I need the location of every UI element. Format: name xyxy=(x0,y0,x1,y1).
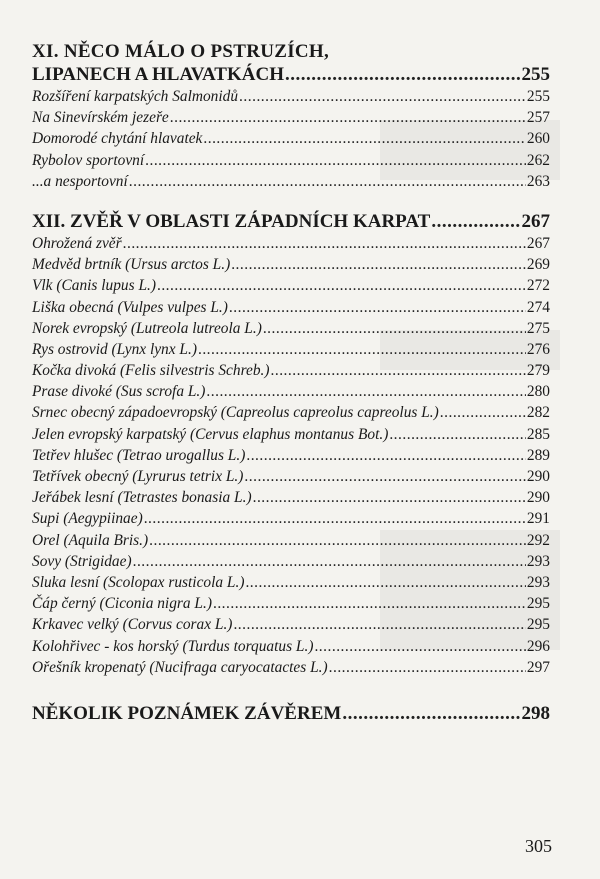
dot-leader xyxy=(145,150,526,171)
entry-page: 289 xyxy=(526,446,550,464)
entry-page: 297 xyxy=(526,658,550,676)
toc-entry[interactable] xyxy=(32,657,550,678)
entry-title: Vlk (Canis lupus L.) xyxy=(32,277,156,295)
dot-leader xyxy=(244,466,525,487)
chapter-heading-row[interactable] xyxy=(32,210,550,233)
entry-page: 274 xyxy=(526,298,550,316)
dot-leader xyxy=(253,487,526,508)
dot-leader xyxy=(129,171,526,192)
toc-entry[interactable] xyxy=(32,318,550,339)
chapter-page: 298 xyxy=(521,702,550,724)
dot-leader xyxy=(213,593,526,614)
chapter-heading xyxy=(32,40,550,63)
dot-leader xyxy=(229,297,526,318)
toc-entry[interactable] xyxy=(32,128,550,149)
chapter-heading-row[interactable] xyxy=(32,702,550,725)
toc-entry[interactable] xyxy=(32,530,550,551)
chapter-heading-row[interactable] xyxy=(32,63,550,86)
toc-entry[interactable] xyxy=(32,381,550,402)
section-xii xyxy=(32,210,550,678)
toc-entry[interactable] xyxy=(32,593,550,614)
entry-page: 269 xyxy=(526,256,550,274)
entry-page: 290 xyxy=(526,468,550,485)
entry-title: Liška obecná (Vulpes vulpes L.) xyxy=(32,298,228,316)
dot-leader xyxy=(440,402,526,423)
chapter-page: 267 xyxy=(521,210,550,232)
table-of-contents xyxy=(32,40,550,725)
entry-title: Na Sinevírském jezeře xyxy=(32,109,169,127)
entry-page: 296 xyxy=(526,637,550,655)
entry-title: Tetřívek obecný (Lyrurus tetrix L.) xyxy=(32,468,244,485)
entry-page: 257 xyxy=(526,109,550,127)
toc-entry[interactable] xyxy=(32,86,550,107)
entry-title: Jeřábek lesní (Tetrastes bonasia L.) xyxy=(32,489,252,507)
entry-title: Ořešník kropenatý (Nucifraga caryocatactes L.) xyxy=(32,658,328,676)
dot-leader xyxy=(329,657,526,678)
toc-entry[interactable] xyxy=(32,171,550,192)
entry-page: 291 xyxy=(526,510,550,528)
entry-title: ...a nesportovní xyxy=(32,172,128,190)
section-closing xyxy=(32,702,550,725)
toc-entry[interactable] xyxy=(32,445,550,466)
entry-page: 260 xyxy=(526,130,550,148)
chapter-heading-line2: LIPANECH A HLAVATKÁCH xyxy=(32,64,284,85)
toc-entry[interactable] xyxy=(32,339,550,360)
entry-page: 285 xyxy=(526,425,550,443)
section-xi xyxy=(32,40,550,192)
dot-leader xyxy=(246,445,526,466)
entry-title: Jelen evropský karpatský (Cervus elaphus montanus Bot.) xyxy=(32,425,389,443)
toc-entry[interactable] xyxy=(32,614,550,635)
dot-leader xyxy=(285,63,521,86)
dot-leader xyxy=(389,424,526,445)
entry-page: 282 xyxy=(526,404,550,422)
chapter-heading: XII. ZVĚŘ V OBLASTI ZÁPADNÍCH KARPAT xyxy=(32,210,431,232)
dot-leader xyxy=(157,275,526,296)
dot-leader xyxy=(203,128,526,149)
entry-title: Sluka lesní (Scolopax rusticola L.) xyxy=(32,573,245,591)
toc-entry[interactable] xyxy=(32,572,550,593)
toc-entry[interactable] xyxy=(32,508,550,529)
entry-page: 290 xyxy=(526,489,550,507)
dot-leader xyxy=(263,318,526,339)
toc-entry[interactable] xyxy=(32,636,550,657)
entry-page: 255 xyxy=(526,88,550,105)
toc-entry[interactable] xyxy=(32,551,550,572)
chapter-heading-line1: XI. NĚCO MÁLO O PSTRUZÍCH, xyxy=(32,41,330,62)
toc-entry[interactable] xyxy=(32,360,550,381)
entry-title: Kočka divoká (Felis silvestris Schreb.) xyxy=(32,362,270,380)
toc-entry[interactable] xyxy=(32,466,550,487)
dot-leader xyxy=(239,86,526,107)
dot-leader xyxy=(144,508,526,529)
entry-title: Norek evropský (Lutreola lutreola L.) xyxy=(32,319,262,337)
entry-title: Rozšíření karpatských Salmonidů xyxy=(32,88,239,105)
entry-page: 272 xyxy=(526,277,550,295)
toc-entry[interactable] xyxy=(32,424,550,445)
entry-title: Rys ostrovid (Lynx lynx L.) xyxy=(32,340,197,358)
toc-entry[interactable] xyxy=(32,487,550,508)
chapter-page: 255 xyxy=(521,64,550,85)
entry-title: Medvěd brtník (Ursus arctos L.) xyxy=(32,256,231,274)
dot-leader xyxy=(271,360,526,381)
entry-title: Sovy (Strigidae) xyxy=(32,552,132,570)
entry-page: 279 xyxy=(526,362,550,380)
dot-leader xyxy=(233,614,525,635)
entry-page: 295 xyxy=(526,595,550,613)
toc-entry[interactable] xyxy=(32,233,550,254)
entry-title: Orel (Aquila Bris.) xyxy=(32,531,149,549)
entry-page: 267 xyxy=(526,234,550,252)
entry-title: Ohrožená zvěř xyxy=(32,234,122,252)
dot-leader xyxy=(170,107,526,128)
entry-title: Tetřev hlušec (Tetrao urogallus L.) xyxy=(32,446,246,464)
entry-title: Prase divoké (Sus scrofa L.) xyxy=(32,383,206,401)
dot-leader xyxy=(342,702,520,725)
entry-page: 292 xyxy=(526,531,550,549)
toc-entry[interactable] xyxy=(32,150,550,171)
dot-leader xyxy=(206,381,526,402)
entry-page: 293 xyxy=(526,573,550,591)
entry-title: Domorodé chytání hlavatek xyxy=(32,130,203,148)
toc-entry[interactable] xyxy=(32,297,550,318)
dot-leader xyxy=(133,551,526,572)
entry-page: 293 xyxy=(526,552,550,570)
dot-leader xyxy=(149,530,526,551)
entry-page: 280 xyxy=(526,383,550,401)
dot-leader xyxy=(198,339,526,360)
dot-leader xyxy=(245,572,525,593)
dot-leader xyxy=(123,233,526,254)
entry-title: Supi (Aegypiinae) xyxy=(32,510,143,528)
dot-leader xyxy=(231,254,526,275)
page-number: 305 xyxy=(525,836,552,856)
entry-title: Srnec obecný západoevropský (Capreolus capreolus capreolus L.) xyxy=(32,404,439,422)
dot-leader xyxy=(431,210,520,233)
entry-page: 263 xyxy=(526,172,550,190)
chapter-heading: NĚKOLIK POZNÁMEK ZÁVĚREM xyxy=(32,702,342,724)
entry-page: 262 xyxy=(526,151,550,169)
entry-page: 276 xyxy=(526,340,550,358)
entry-title: Čáp černý (Ciconia nigra L.) xyxy=(32,595,212,613)
entry-title: Kolohřivec - kos horský (Turdus torquatus L.) xyxy=(32,637,314,655)
entry-title: Rybolov sportovní xyxy=(32,151,145,169)
dot-leader xyxy=(314,636,525,657)
entry-title: Krkavec velký (Corvus corax L.) xyxy=(32,616,233,634)
toc-entry[interactable] xyxy=(32,254,550,275)
toc-entry[interactable] xyxy=(32,107,550,128)
toc-entry[interactable] xyxy=(32,402,550,423)
toc-entry[interactable] xyxy=(32,275,550,296)
entry-page: 275 xyxy=(526,319,550,337)
entry-page: 295 xyxy=(526,616,550,634)
